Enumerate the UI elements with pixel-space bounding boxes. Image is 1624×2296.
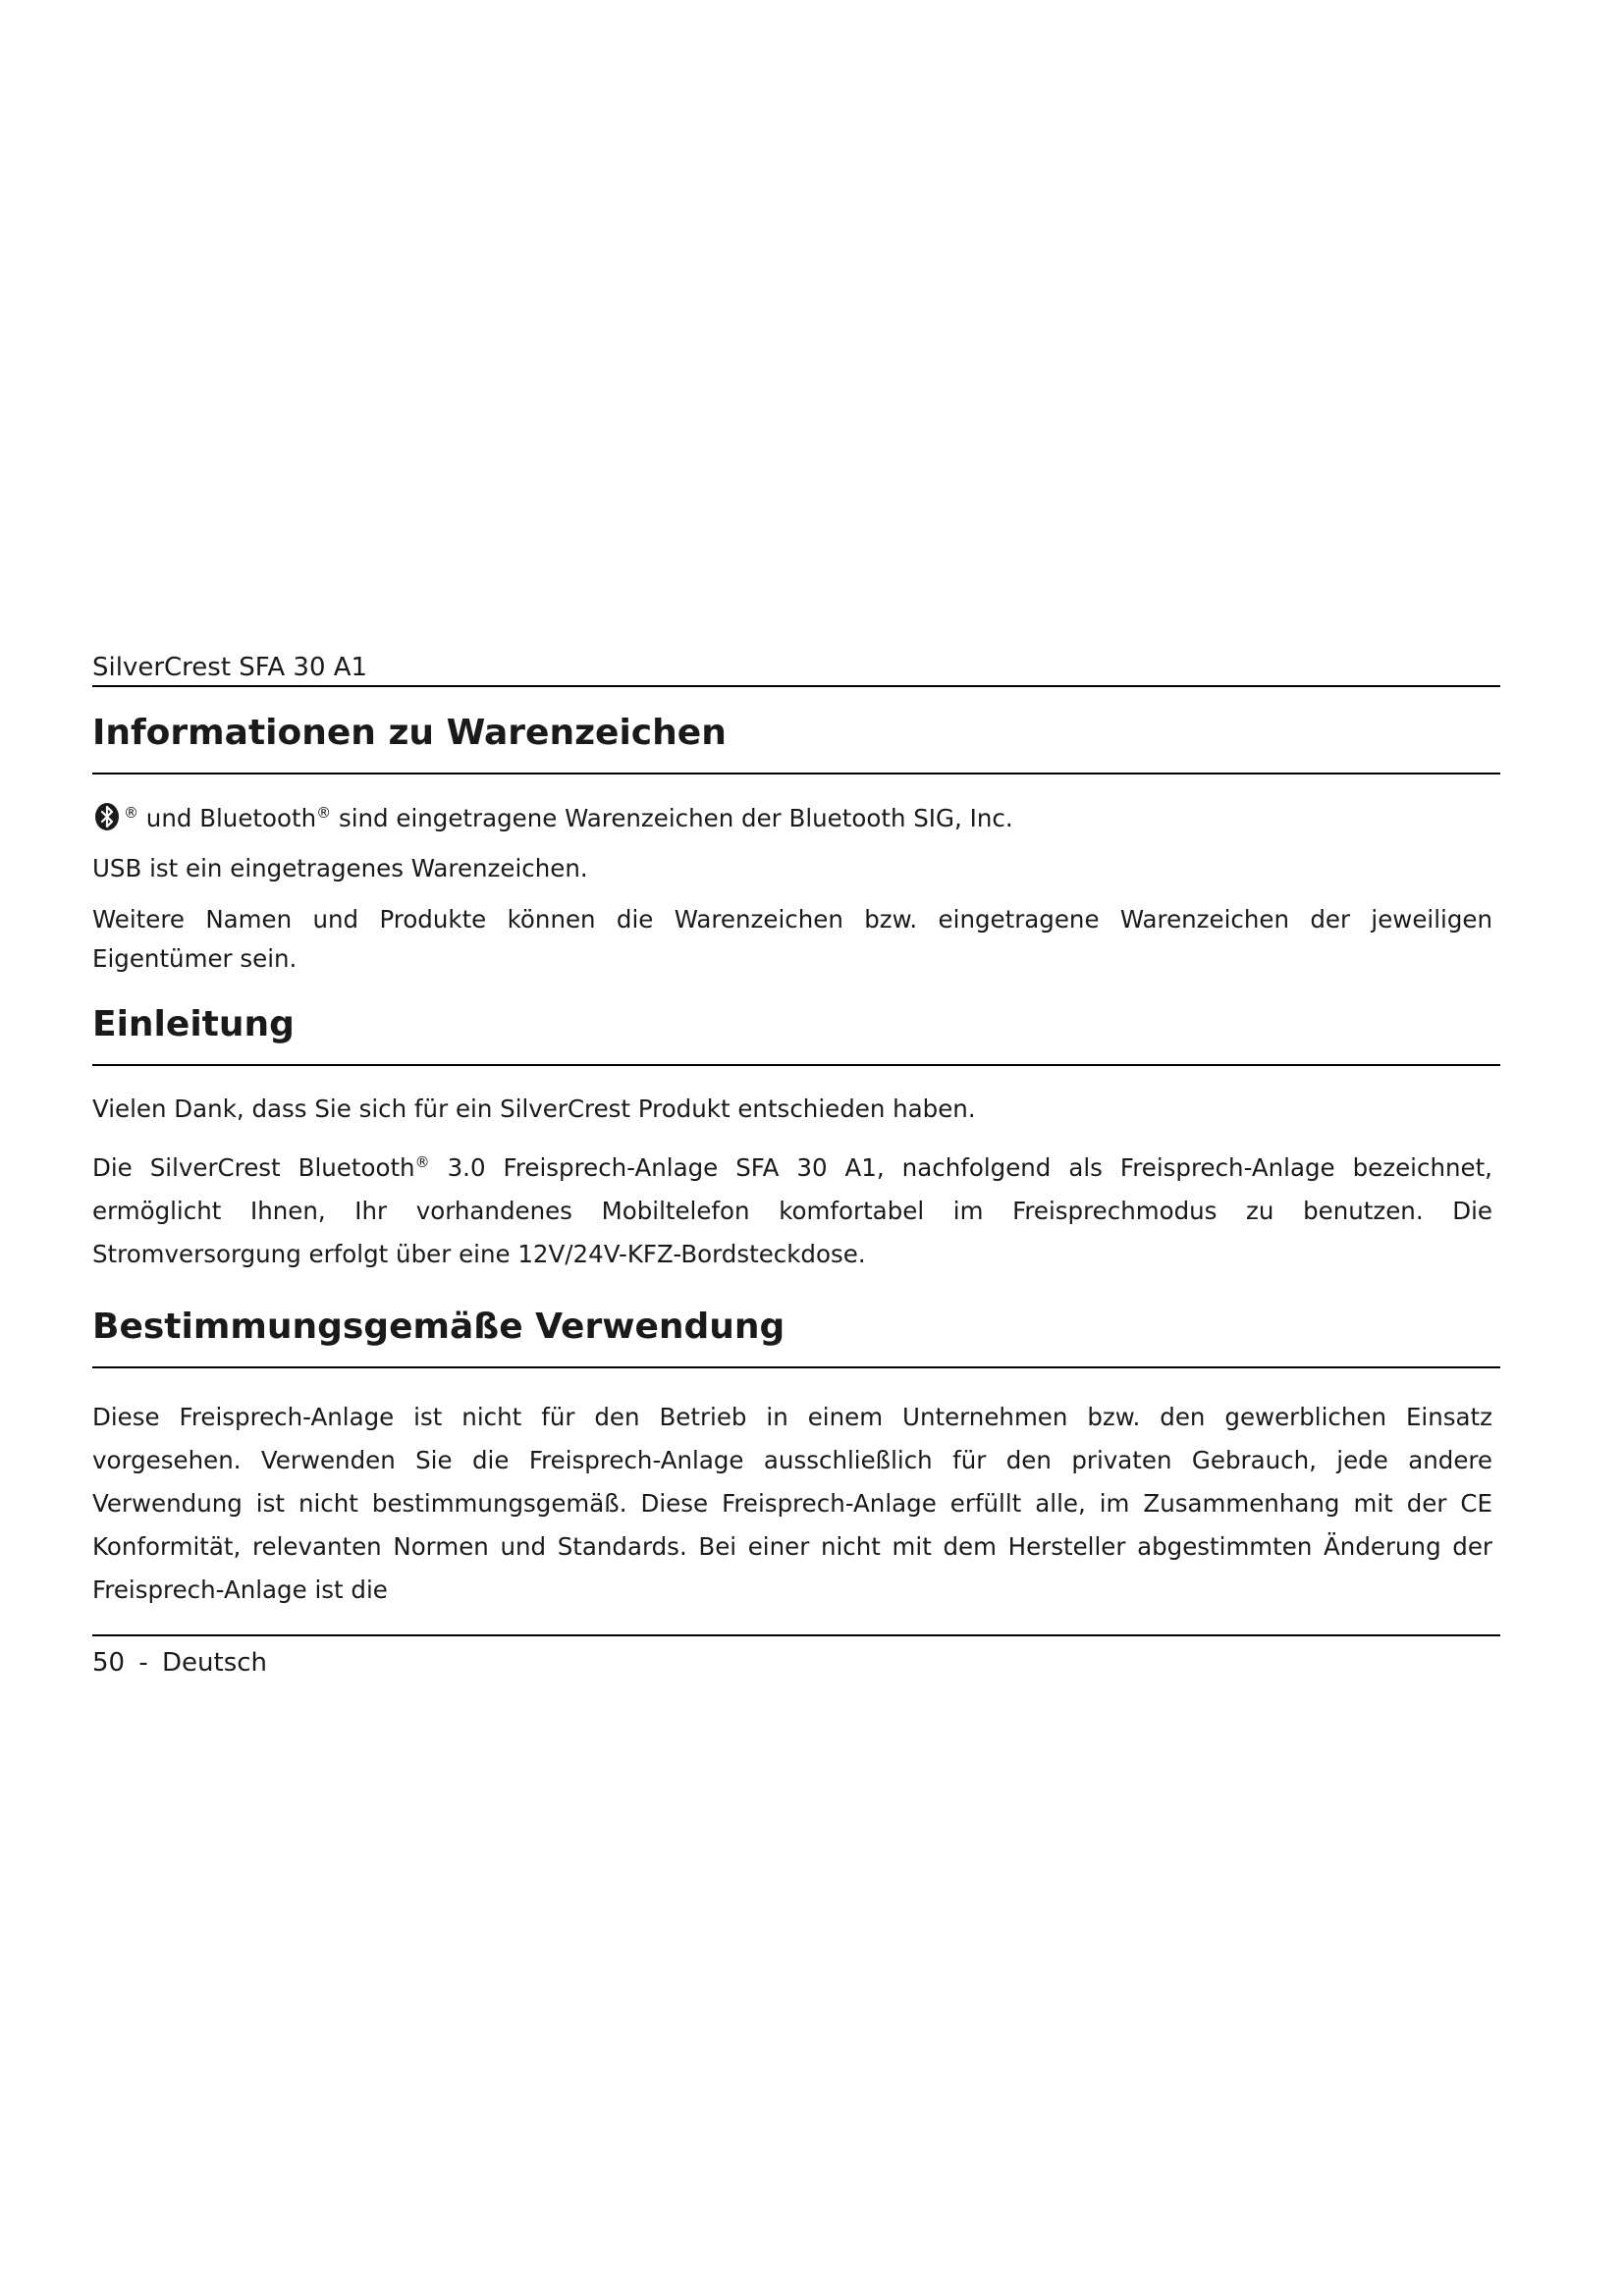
intro-text-b: 3.0 Freisprech-Anlage SFA 30 A1, nachfolgend als Freisprech-Anlage bezeichnet, ermöglicht Ihnen, Ihr vorhandenes Mobiltelefon komfortabel im Freisprechmodus zu benutzen. Die Stromversorgung erfolgt über eine 12V/24V-KFZ-Bordsteckdose. [92,1153,1492,1268]
trademark-text-a: und Bluetooth [145,804,317,832]
registered-mark: ® [414,1153,430,1171]
section-rule [92,773,1500,774]
intro-text-a: Die SilverCrest Bluetooth [92,1153,415,1182]
product-name: SilverCrest SFA 30 A1 [92,653,368,682]
registered-mark: ® [124,804,138,822]
usb-trademark-paragraph: USB ist ein eingetragenes Warenzeichen. [92,854,588,882]
footer-rule [92,1634,1500,1636]
section-title-warenzeichen: Informationen zu Warenzeichen [92,713,727,753]
section-rule [92,1366,1500,1368]
intro-thanks-paragraph: Vielen Dank, dass Sie sich für ein SilverCrest Produkt entschieden haben. [92,1095,976,1123]
footer-language: Deutsch [162,1648,268,1678]
page-footer [92,1647,267,1679]
section-title-einleitung: Einleitung [92,1004,295,1044]
other-trademarks-paragraph: Weitere Namen und Produkte können die Warenzeichen bzw. eingetragene Warenzeichen der jeweiligen Eigentümer sein. [92,905,1492,973]
trademark-paragraph [92,799,1492,838]
registered-mark: ® [316,804,332,822]
footer-separator: - [138,1648,148,1678]
intro-description-paragraph [92,1147,1492,1276]
bluetooth-logo-icon [92,802,122,831]
intended-use-paragraph: Diese Freisprech-Anlage ist nicht für den Betrieb in einem Unternehmen bzw. den gewerblichen Einsatz vorgesehen. Verwenden Sie die Freisprech-Anlage ausschließlich für den privaten Gebrauch, jede andere Verwendung ist nicht bestimmungsgemäß. Diese Freisprech-Anlage erfüllt alle, im Zusammenhang mit der CE Konformität, relevanten Normen und Standards. Bei einer nicht mit dem Hersteller abgestimmten Änderung der Freisprech-Anlage ist die [92,1403,1492,1604]
section-rule [92,1064,1500,1066]
header-rule [92,685,1500,687]
trademark-text-b: sind eingetragene Warenzeichen der Bluetooth SIG, Inc. [338,804,1013,832]
page-number: 50 [92,1648,126,1678]
page-header [92,652,367,683]
section-title-verwendung: Bestimmungsgemäße Verwendung [92,1307,785,1347]
